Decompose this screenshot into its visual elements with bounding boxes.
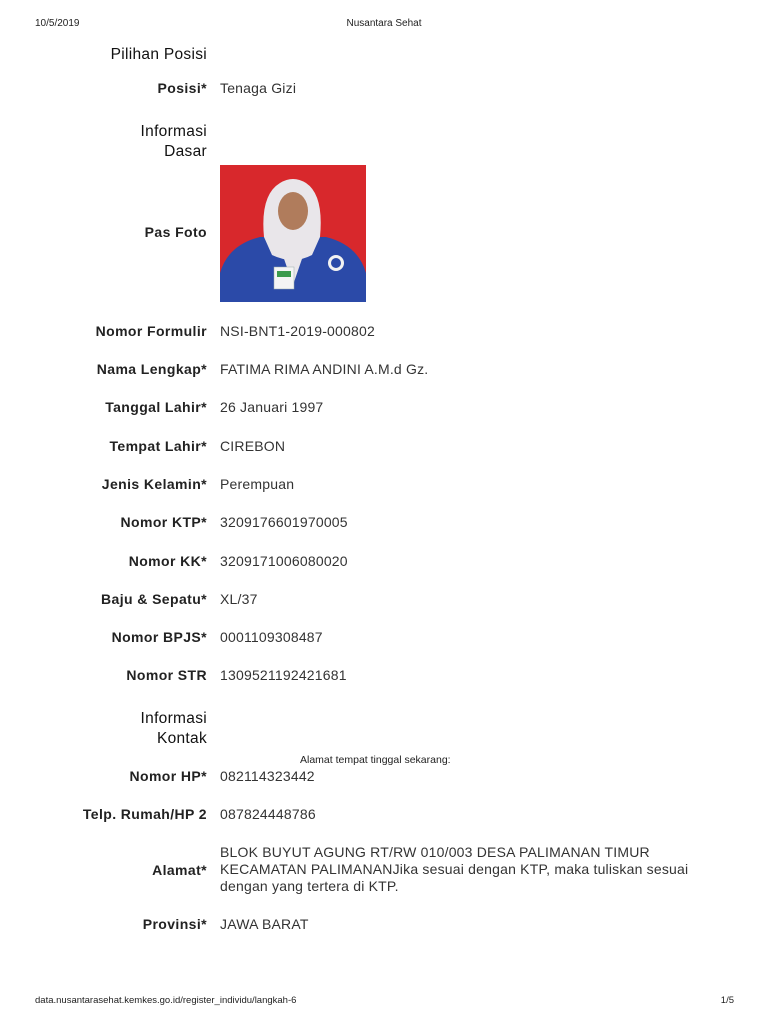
label-provinsi: Provinsi* xyxy=(142,916,207,932)
print-date: 10/5/2019 xyxy=(35,18,80,29)
profile-photo-image xyxy=(220,165,366,302)
section-heading-kontak-line2: Kontak xyxy=(156,730,207,747)
label-nomor-formulir: Nomor Formulir xyxy=(95,323,207,339)
label-posisi: Posisi* xyxy=(157,80,207,96)
label-nomor-bpjs: Nomor BPJS* xyxy=(111,629,207,645)
value-nomor-formulir: NSI-BNT1-2019-000802 xyxy=(220,323,375,339)
label-pas-foto: Pas Foto xyxy=(144,224,207,240)
label-nama-lengkap: Nama Lengkap* xyxy=(96,361,207,377)
label-nomor-str: Nomor STR xyxy=(126,667,207,683)
label-baju-sepatu: Baju & Sepatu* xyxy=(101,591,207,607)
value-baju-sepatu: XL/37 xyxy=(220,591,258,607)
label-nomor-hp: Nomor HP* xyxy=(129,768,207,784)
profile-photo xyxy=(220,165,366,302)
value-nomor-kk: 3209171006080020 xyxy=(220,553,348,569)
value-nama-lengkap: FATIMA RIMA ANDINI A.M.d Gz. xyxy=(220,361,429,377)
label-alamat: Alamat* xyxy=(152,862,207,878)
value-posisi: Tenaga Gizi xyxy=(220,80,297,96)
label-tanggal-lahir: Tanggal Lahir* xyxy=(105,399,207,415)
label-jenis-kelamin: Jenis Kelamin* xyxy=(101,476,207,492)
section-heading-dasar xyxy=(141,122,207,162)
label-tempat-lahir: Tempat Lahir* xyxy=(109,438,207,454)
value-provinsi: JAWA BARAT xyxy=(220,916,309,932)
value-alamat: BLOK BUYUT AGUNG RT/RW 010/003 DESA PALIMANAN TIMUR KECAMATAN PALIMANANJika sesuai dengan KTP, maka tuliskan sesuai dengan yang tertera di KTP. xyxy=(220,844,689,894)
label-telp-rumah: Telp. Rumah/HP 2 xyxy=(82,806,207,822)
value-nomor-bpjs: 0001109308487 xyxy=(220,629,323,645)
section-heading-kontak xyxy=(141,709,207,749)
section-heading-posisi: Pilihan Posisi xyxy=(110,46,207,63)
value-nomor-str: 1309521192421681 xyxy=(220,667,347,683)
value-tanggal-lahir: 26 Januari 1997 xyxy=(220,399,324,415)
label-nomor-ktp: Nomor KTP* xyxy=(120,514,207,530)
alamat-note: Alamat tempat tinggal sekarang: xyxy=(300,754,451,766)
print-title: Nusantara Sehat xyxy=(346,18,422,29)
value-tempat-lahir: CIREBON xyxy=(220,438,286,454)
section-heading-dasar-line2: Dasar xyxy=(164,143,207,160)
print-page-number: 1/5 xyxy=(720,995,734,1006)
value-jenis-kelamin: Perempuan xyxy=(220,476,295,492)
print-footer-url: data.nusantarasehat.kemkes.go.id/register_individu/langkah-6 xyxy=(35,995,297,1006)
value-nomor-ktp: 3209176601970005 xyxy=(220,514,348,530)
value-telp-rumah: 087824448786 xyxy=(220,806,316,822)
section-heading-kontak-line1: Informasi xyxy=(140,710,207,727)
label-nomor-kk: Nomor KK* xyxy=(128,553,207,569)
section-heading-dasar-line1: Informasi xyxy=(140,123,207,140)
value-nomor-hp: 082114323442 xyxy=(220,768,315,784)
